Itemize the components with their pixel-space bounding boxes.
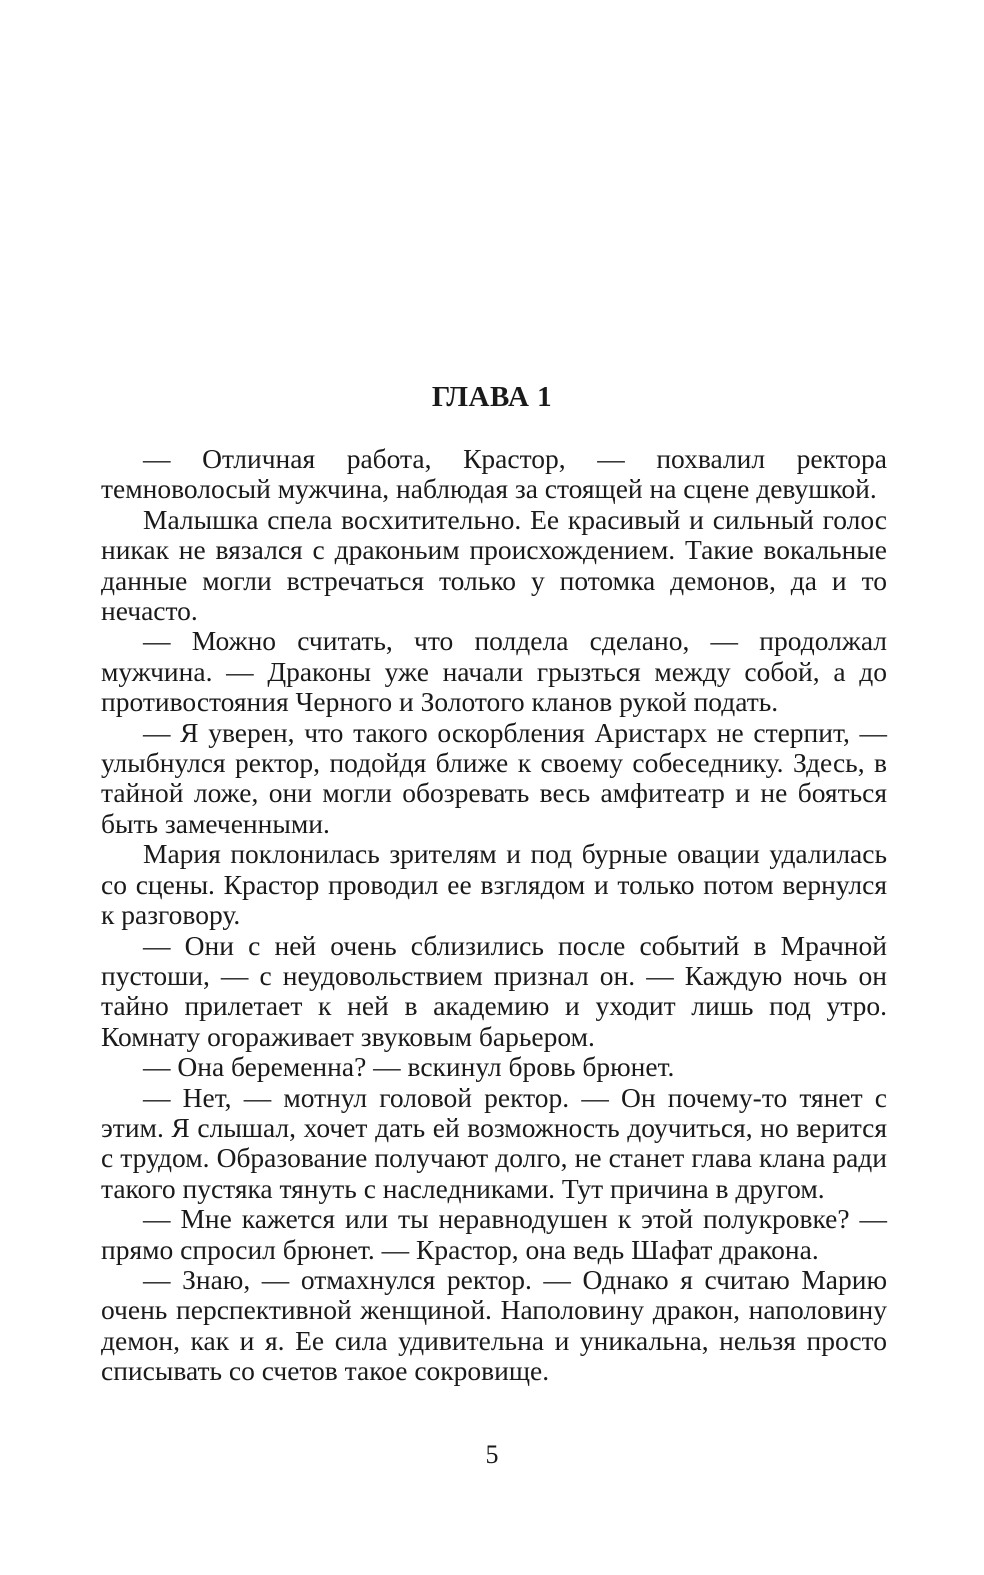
paragraph: — Я уверен, что такого оскорбления Аристарх не стерпит, — улыбнулся ректор, подойдя ближе к своему собеседнику. Здесь, в тайной ложе, они могли обозревать весь амфитеатр и не бояться быть замеченными. — [101, 716, 887, 839]
paragraph: Мария поклонилась зрителям и под бурные овации удалилась со сцены. Крастор проводил ее взглядом и только потом вернулся к разговору. — [101, 838, 887, 931]
paragraph: — Знаю, — отмахнулся ректор. — Однако я считаю Марию очень перспективной женщиной. Наполовину дракон, наполовину демон, как и я. Ее сила удивительна и уникальна, нельзя просто списывать со счетов такое сокровище. — [101, 1263, 887, 1387]
paragraph: — Мне кажется или ты неравнодушен к этой полукровке? — прямо спросил брюнет. — Крастор, она ведь Шафат дракона. — [101, 1203, 887, 1265]
chapter-title: ГЛАВА 1 — [431, 381, 553, 413]
paragraph: — Можно считать, что полдела сделано, — продолжал мужчина. — Драконы уже начали грызться между собой, а до противостояния Черного и Золотого кланов рукой подать. — [101, 625, 887, 718]
paragraph: — Она беременна? — вскинул бровь брюнет. — [143, 1051, 675, 1083]
chapter-body — [101, 444, 887, 1387]
paragraph: — Отличная работа, Крастор, — похвалил ректора темноволосый мужчина, наблюдая за стоящей на сцене девушкой. — [101, 443, 887, 505]
paragraph: — Нет, — мотнул головой ректор. — Он почему-то тянет с этим. Я слышал, хочет дать ей возможность доучиться, но верится с трудом. Образование получают долго, не станет глава клана ради такого пустяка тянуть с наследниками. Тут причина в другом. — [101, 1081, 887, 1204]
paragraph: — Они с ней очень сблизились после событий в Мрачной пустоши, — с неудовольствием признал он. — Каждую ночь он тайно прилетает к ней в академию и уходит лишь под утро. Комнату огораживает звуковым барьером. — [101, 929, 887, 1052]
paragraph: Малышка спела восхитительно. Ее красивый и сильный голос никак не вязался с драконьим происхождением. Такие вокальные данные могли встречаться только у потомка демонов, да и то нечасто. — [101, 503, 887, 627]
page-number: 5 — [485, 1440, 499, 1469]
